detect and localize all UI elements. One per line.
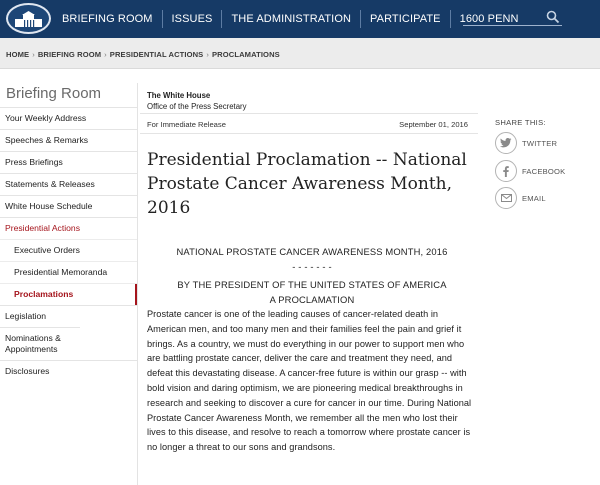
sidebar-item-statements-releases[interactable]: Statements & Releases (0, 173, 137, 195)
nav-divider (221, 10, 222, 28)
content-divider (137, 83, 138, 485)
proclamation-heading-line: - - - - - - - (292, 261, 332, 272)
article-body: Prostate cancer is one of the leading causes of cancer-related death in American men, and too many men and their families feel the pain and grief it brings. As a country, we must do everything in our power to support men who are battling prostate cancer, deliver the care and treatment they need, and defeat this devastating disease. A cancer-free future is within our grasp -- with bold vision and daring optimism, we are pioneering medical breakthroughs in research and seeking to discover a cure for cancer in our time. During National Prostate Cancer Awareness Month, we remember all the men who lost their lives to this disease, and resolve to reach a tomorrow where prostate cancer is no longer a threat to our sons and grandsons. (147, 309, 472, 453)
sidebar-item-executive-orders[interactable]: Executive Orders (0, 239, 137, 261)
nav-divider (162, 10, 163, 28)
share-facebook-button[interactable] (495, 160, 565, 182)
nav-divider (450, 10, 451, 28)
release-info-row (140, 113, 478, 134)
sidebar-item-nominations-appointments[interactable]: Nominations & Appointments (0, 327, 80, 360)
office-title: The White House (147, 91, 211, 100)
breadcrumb-separator: › (206, 50, 209, 59)
breadcrumb-home[interactable]: HOME (6, 50, 30, 59)
nav-participate[interactable]: PARTICIPATE (370, 13, 441, 25)
sidebar-item-press-briefings[interactable]: Press Briefings (0, 151, 137, 173)
twitter-icon (495, 132, 517, 154)
breadcrumb-proclamations[interactable]: PROCLAMATIONS (212, 50, 280, 59)
press-office (147, 90, 247, 112)
proclamation-heading-line: A PROCLAMATION (269, 294, 355, 305)
proclamation-heading-line: NATIONAL PROSTATE CANCER AWARENESS MONTH, 2016 (176, 246, 448, 257)
facebook-icon (495, 160, 517, 182)
nav-1600-penn[interactable]: 1600 PENN (459, 13, 519, 25)
breadcrumb-briefing-room[interactable]: BRIEFING ROOM (37, 50, 102, 59)
breadcrumb-presidential-actions[interactable]: PRESIDENTIAL ACTIONS (109, 50, 204, 59)
share-twitter-label: TWITTER (522, 138, 558, 148)
proclamation-heading-line: BY THE PRESIDENT OF THE UNITED STATES OF AMERICA (177, 279, 447, 290)
release-date: September 01, 2016 (399, 120, 468, 129)
sidebar-nav (0, 107, 137, 382)
sidebar-item-legislation[interactable]: Legislation (0, 305, 137, 327)
nav-the-administration[interactable]: THE ADMINISTRATION (231, 13, 352, 25)
sidebar-item-proclamations[interactable]: Proclamations (0, 283, 137, 305)
share-email-label: EMAIL (522, 193, 546, 203)
proclamation-heading (147, 244, 477, 307)
breadcrumb (6, 50, 280, 59)
sidebar-title: Briefing Room (6, 85, 102, 102)
sidebar-item-presidential-memoranda[interactable]: Presidential Memoranda (0, 261, 137, 283)
page-title: Presidential Proclamation -- National Prostate Cancer Awareness Month, 2016 (147, 150, 467, 218)
main-nav (62, 0, 519, 38)
breadcrumb-bar (0, 38, 600, 69)
share-email-button[interactable] (495, 187, 546, 209)
breadcrumb-separator: › (104, 50, 107, 59)
nav-briefing-room[interactable]: BRIEFING ROOM (62, 13, 153, 25)
share-facebook-label: FACEBOOK (522, 166, 566, 176)
breadcrumb-separator: › (32, 50, 35, 59)
nav-divider (360, 10, 361, 28)
sidebar-item-disclosures[interactable]: Disclosures (0, 360, 137, 382)
sidebar-item-white-house-schedule[interactable]: White House Schedule (0, 195, 137, 217)
sidebar-item-presidential-actions[interactable]: Presidential Actions (0, 217, 137, 239)
top-navigation-bar (0, 0, 600, 38)
email-icon (495, 187, 517, 209)
share-title: SHARE THIS: (495, 118, 546, 127)
office-subtitle: Office of the Press Secretary (147, 102, 247, 111)
nav-issues[interactable]: ISSUES (171, 13, 213, 25)
release-type: For Immediate Release (147, 120, 226, 129)
search-icon[interactable] (546, 10, 560, 24)
white-house-logo-icon[interactable] (6, 3, 51, 34)
sidebar-item-speeches-remarks[interactable]: Speeches & Remarks (0, 129, 137, 151)
share-twitter-button[interactable] (495, 132, 557, 154)
sidebar-item-weekly-address[interactable]: Your Weekly Address (0, 107, 137, 129)
